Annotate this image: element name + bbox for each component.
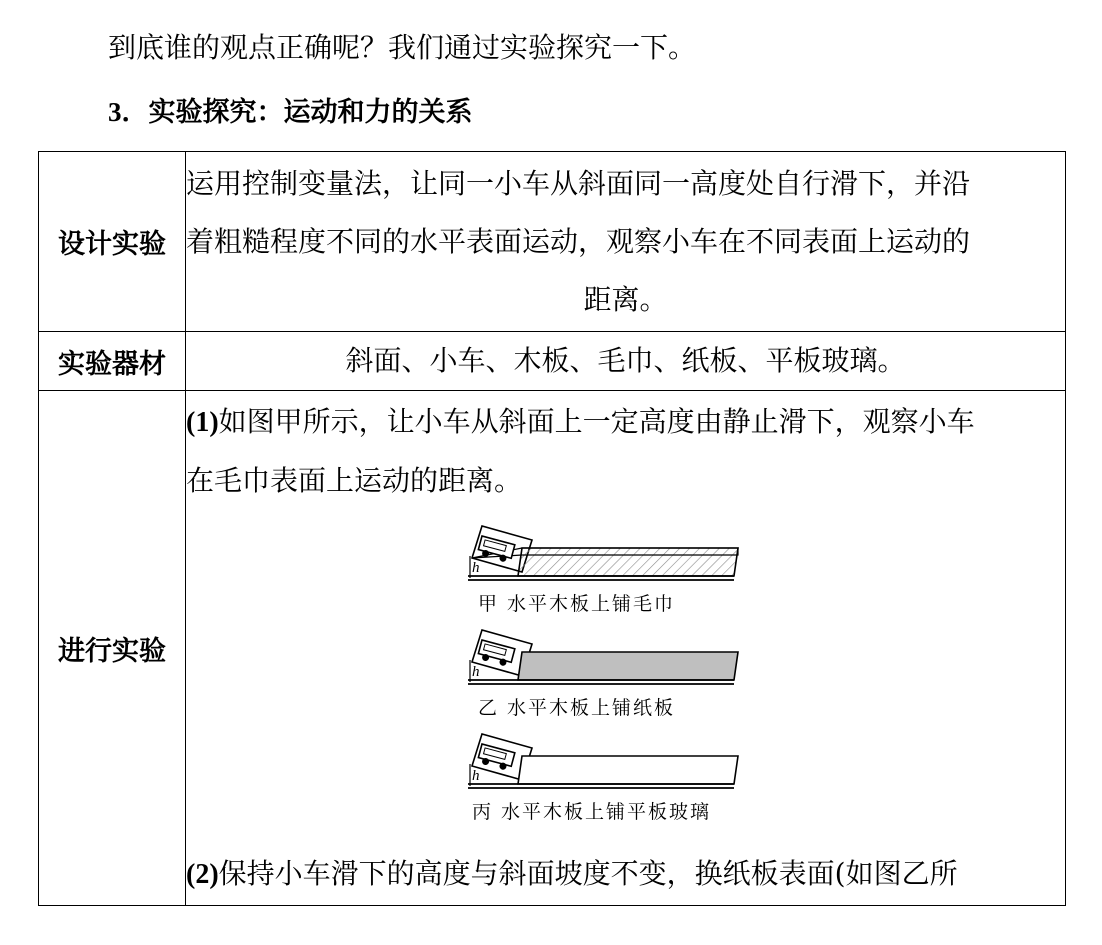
step-1-line-2: 在毛巾表面上运动的距离。 [186,464,523,497]
table-row-design [39,152,1066,332]
caption-c: 丙 水平木板上铺平板玻璃 [472,801,712,823]
equipment-label: 实验器材 [39,332,186,391]
experiment-diagram [468,522,768,842]
section-title [108,92,473,133]
design-line-2: 着粗糙程度不同的水平表面运动，观察小车在不同表面上运动的 [186,224,971,258]
caption-b: 乙 水平木板上铺纸板 [478,697,676,719]
procedure-content [186,391,1066,906]
step-1-number: (1) [186,407,219,438]
experiment-figure [186,510,1065,845]
surface-a [518,548,738,576]
surface-b [518,652,738,680]
procedure-label: 进行实验 [39,391,186,906]
figure-b-cardboard [468,630,738,719]
step-2-number: (2) [186,859,219,890]
design-line-1: 运用控制变量法，让同一小车从斜面同一高度处自行滑下，并沿 [186,166,971,200]
step-2-line [186,845,1065,904]
surface-c [518,756,738,784]
step-2-text: 保持小车滑下的高度与斜面坡度不变，换纸板表面(如图乙所 [218,857,958,890]
design-label: 设计实验 [39,152,186,332]
figure-c-glass [468,734,738,823]
h-label-b: h [472,664,480,680]
caption-a: 甲 水平木板上铺毛巾 [478,593,676,615]
section-number: 3． [108,97,149,127]
figure-a-towel [468,526,738,615]
section-title-text: 实验探究：运动和力的关系 [148,97,473,128]
table-row-procedure [39,391,1066,906]
table-row-equipment [39,332,1066,391]
design-line-3: 距离。 [583,282,668,316]
step-1-text: 如图甲所示，让小车从斜面上一定高度由静止滑下，观察小车 [218,405,975,438]
step-1-line-1 [186,393,1065,452]
h-label-a: h [472,560,480,576]
h-label-c: h [472,768,480,784]
design-content [186,152,1066,332]
experiment-table [38,151,1066,906]
equipment-text: 斜面、小车、木板、毛巾、纸板、平板玻璃。 [186,332,1066,391]
intro-line: 到底谁的观点正确呢？我们通过实验探究一下。 [108,31,697,64]
